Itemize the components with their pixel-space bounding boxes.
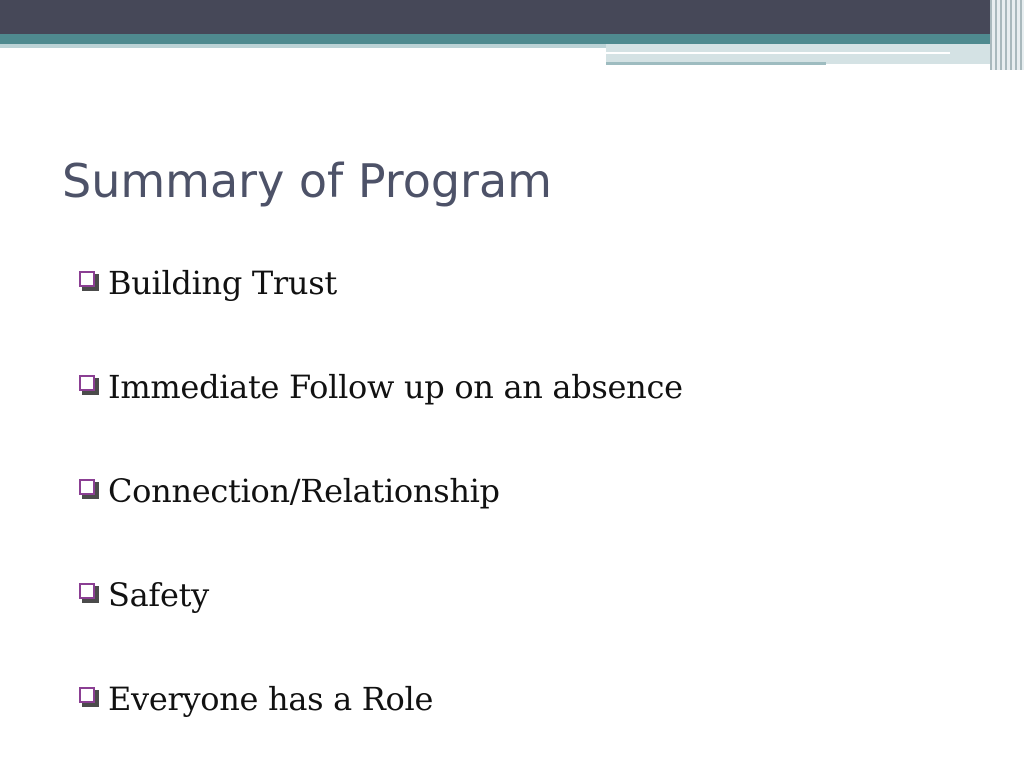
hollow-square-icon [76,268,106,298]
bullet-text: Building Trust [108,264,337,302]
hollow-square-icon [76,476,106,506]
hollow-square-icon [76,372,106,402]
bullet-text: Connection/Relationship [108,472,500,510]
header-line [606,52,950,54]
bullet-text: Immediate Follow up on an absence [108,368,683,406]
header-line [606,62,826,65]
header-band-dark [0,0,1024,34]
bullet-text: Everyone has a Role [108,680,434,718]
bullet-item [76,678,683,720]
slide-title: Summary of Program [62,154,552,208]
header-band-light-right [606,44,1024,64]
bullet-list [76,262,683,720]
header-band-light-left [0,44,606,48]
bullet-item [76,366,683,408]
hollow-square-icon [76,684,106,714]
bullet-item [76,470,683,512]
header-band-teal [0,34,1024,44]
bullet-text: Safety [108,576,209,614]
hollow-square-icon [76,580,106,610]
bullet-item [76,574,683,616]
header-stripes [990,0,1024,70]
bullet-item [76,262,683,304]
